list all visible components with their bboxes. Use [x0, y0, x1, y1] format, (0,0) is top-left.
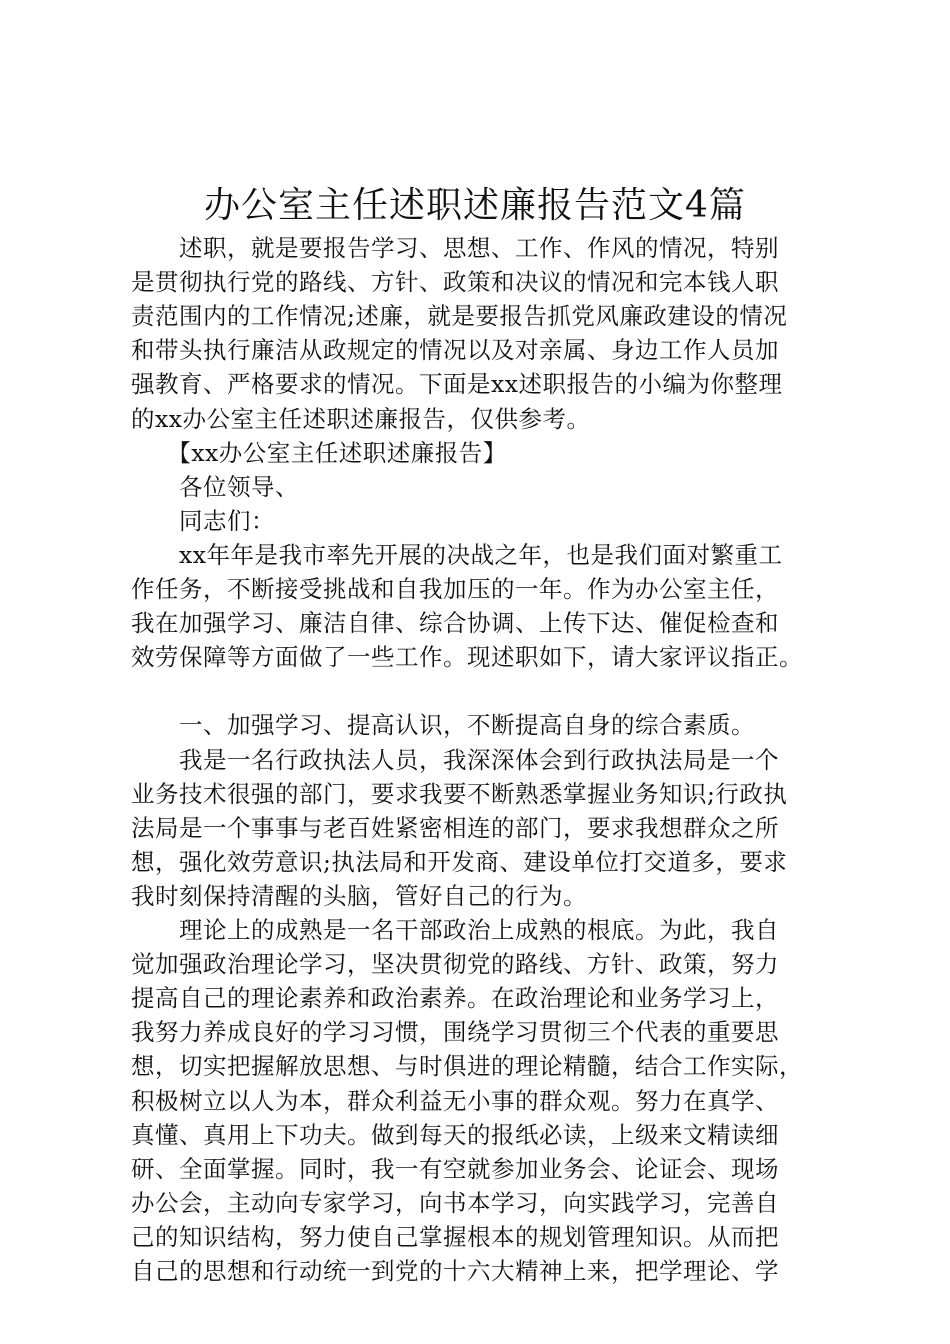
document-title: 办公室主任述职述廉报告范文4篇: [204, 185, 746, 226]
body-line: 是贯彻执行党的路线、方针、政策和决议的情况和完本钱人职: [131, 268, 779, 297]
body-line: 理论上的成熟是一名干部政治上成熟的根底。为此，我自: [131, 916, 779, 944]
body-line: 觉加强政治理论学习，坚决贯彻党的路线、方针、政策，努力: [131, 950, 779, 979]
body-line: 我时刻保持清醒的头脑，管好自己的行为。: [131, 881, 587, 910]
body-line: 一、加强学习、提高认识，不断提高自身的综合素质。: [131, 711, 755, 740]
body-line: 想，切实把握解放思想、与时俱进的理论精髓，结合工作实际，: [131, 1052, 803, 1081]
body-line: 各位领导、: [131, 472, 299, 501]
body-line: 作任务，不断接受挑战和自我加压的一年。作为办公室主任，: [131, 575, 779, 603]
body-line: 和带头执行廉洁从政规定的情况以及对亲属、身边工作人员加: [131, 336, 779, 365]
body-line: 积极树立以人为本，群众利益无小事的群众观。努力在真学、: [131, 1086, 779, 1115]
body-line: 己的知识结构，努力使自己掌握根本的规划管理知识。从而把: [131, 1222, 779, 1251]
body-line: 想，强化效劳意识;执法局和开发商、建设单位打交道多，要求: [131, 847, 788, 876]
body-line: 办公会，主动向专家学习，向书本学习，向实践学习，完善自: [131, 1188, 779, 1217]
body-line: 同志们：: [131, 506, 275, 535]
body-line: 自己的思想和行动统一到党的十六大精神上来，把学理论、学: [131, 1257, 779, 1285]
body-line: 我努力养成良好的学习习惯，围绕学习贯彻三个代表的重要思: [131, 1018, 779, 1047]
body-line: 【xx办公室主任述职述廉报告】: [131, 438, 507, 467]
body-line: 的xx办公室主任述职述廉报告，仅供参考。: [131, 404, 591, 433]
body-line: 效劳保障等方面做了一些工作。现述职如下，请大家评议指正。: [131, 643, 803, 672]
body-line: 强教育、严格要求的情况。下面是xx述职报告的小编为你整理: [131, 370, 783, 399]
body-line: 真懂、真用上下功夫。做到每天的报纸必读，上级来文精读细: [131, 1120, 779, 1149]
body-line: 述职，就是要报告学习、思想、工作、作风的情况，特别: [131, 234, 779, 262]
body-line: 责范围内的工作情况;述廉，就是要报告抓党风廉政建设的情况: [131, 302, 788, 331]
body-line: 提高自己的理论素养和政治素养。在政治理论和业务学习上，: [131, 984, 779, 1013]
body-line: 研、全面掌握。同时，我一有空就参加业务会、论证会、现场: [131, 1154, 779, 1183]
body-line: 我是一名行政执法人员，我深深体会到行政执法局是一个: [131, 745, 779, 774]
body-line: xx年年是我市率先开展的决战之年，也是我们面对繁重工: [131, 540, 783, 569]
body-line: 我在加强学习、廉洁自律、综合协调、上传下达、催促检查和: [131, 609, 779, 638]
body-line: 法局是一个事事与老百姓紧密相连的部门，要求我想群众之所: [131, 813, 779, 842]
body-line: 业务技术很强的部门，要求我要不断熟悉掌握业务知识;行政执: [131, 779, 788, 808]
